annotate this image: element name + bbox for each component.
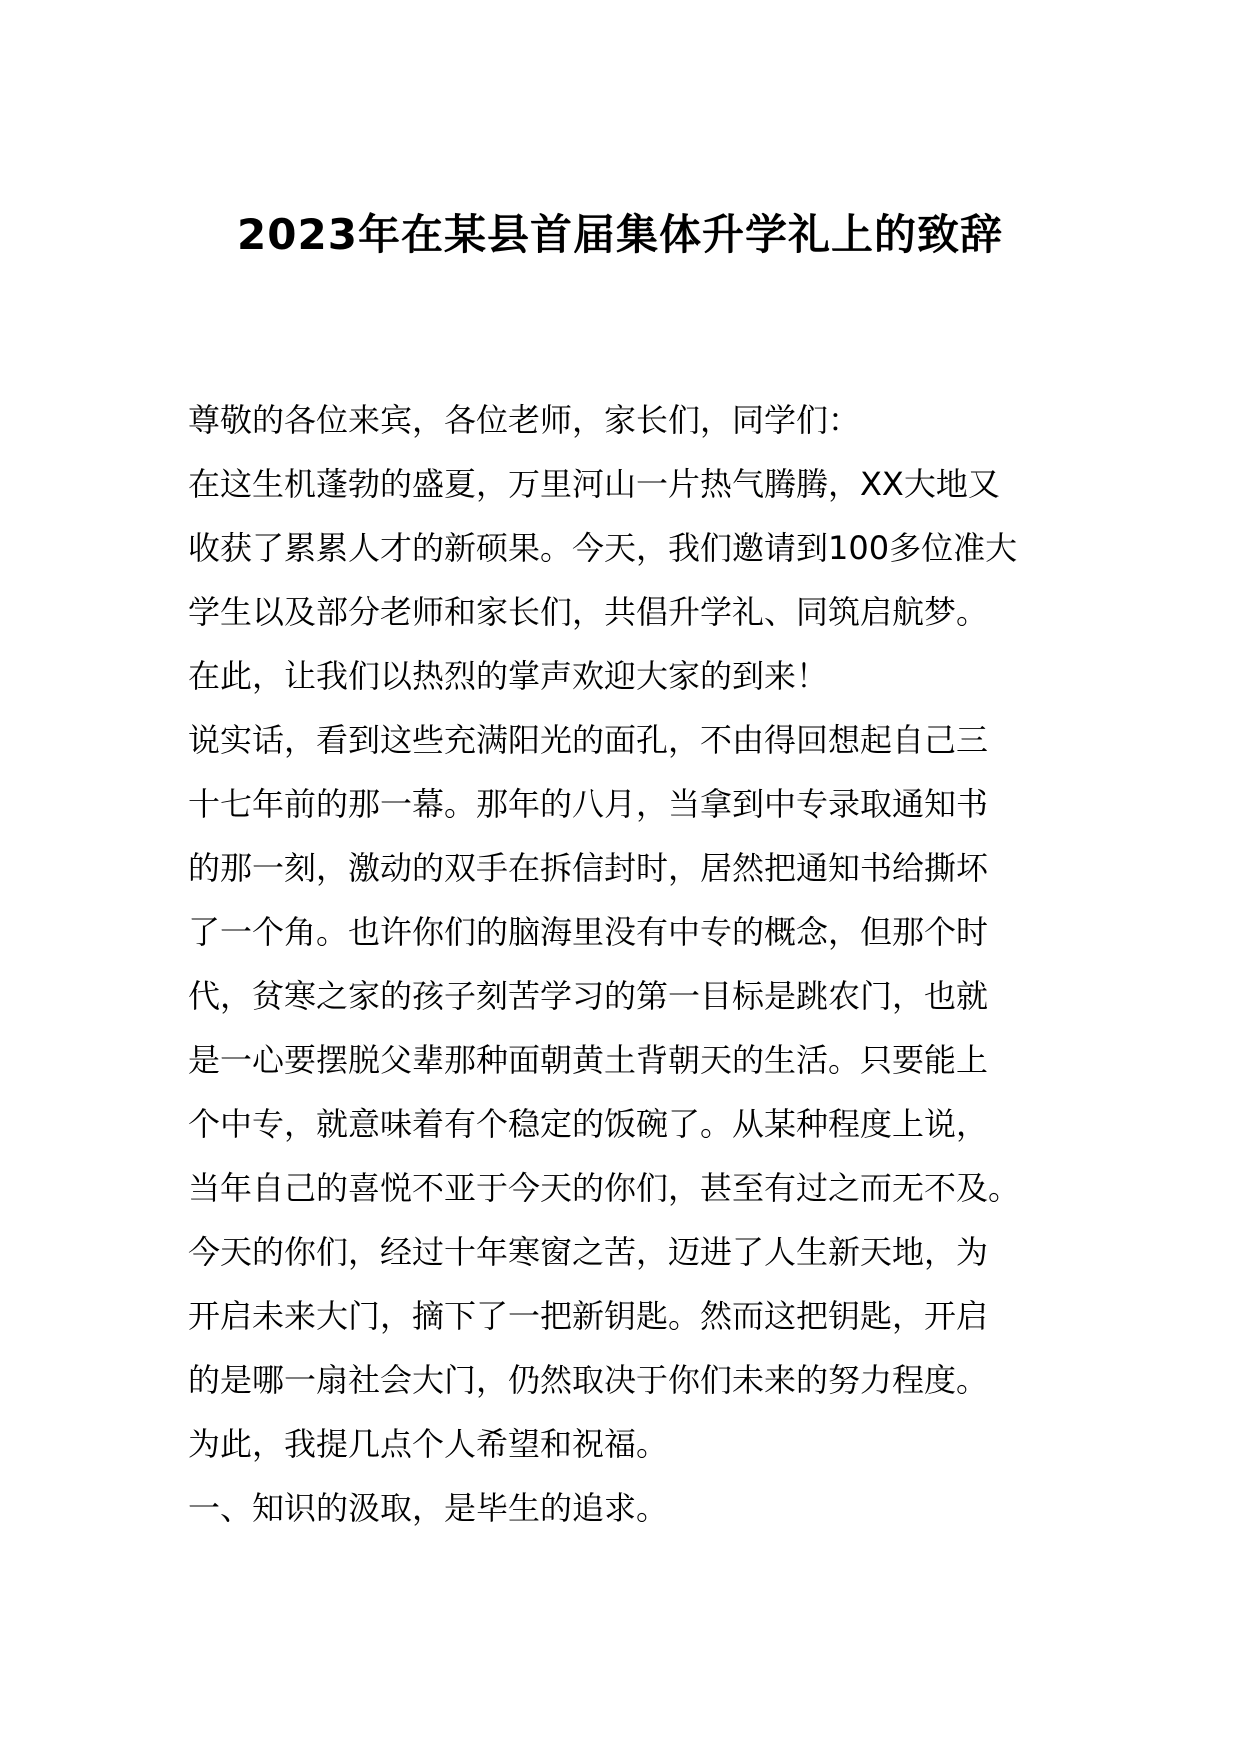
body-line: 的那一刻，激动的双手在拆信封时，居然把通知书给撕坏 <box>188 849 989 887</box>
body-line: 是一心要摆脱父辈那种面朝黄土背朝天的生活。只要能上 <box>188 1041 989 1079</box>
body-line: 说实话，看到这些充满阳光的面孔，不由得回想起自己三 <box>188 721 989 759</box>
body-line: 为此，我提几点个人希望和祝福。 <box>188 1425 669 1463</box>
document-title: 2023年在某县首届集体升学礼上的致辞 <box>237 210 1003 259</box>
body-line: 当年自己的喜悦不亚于今天的你们，甚至有过之而无不及。 <box>188 1169 1021 1207</box>
body-line: 学生以及部分老师和家长们，共倡升学礼、同筑启航梦。 <box>188 593 989 631</box>
body-line: 在此，让我们以热烈的掌声欢迎大家的到来！ <box>188 657 829 695</box>
body-line: 了一个角。也许你们的脑海里没有中专的概念，但那个时 <box>188 913 989 951</box>
body-line-salutation: 尊敬的各位来宾，各位老师，家长们，同学们： <box>188 401 861 439</box>
body-line: 收获了累累人才的新硕果。今天，我们邀请到100多位准大 <box>188 529 1018 567</box>
body-line: 个中专，就意味着有个稳定的饭碗了。从某种程度上说， <box>188 1105 989 1143</box>
body-line: 的是哪一扇社会大门，仍然取决于你们未来的努力程度。 <box>188 1361 989 1399</box>
body-line: 十七年前的那一幕。那年的八月，当拿到中专录取通知书 <box>188 785 989 823</box>
body-line: 在这生机蓬勃的盛夏，万里河山一片热气腾腾，XX大地又 <box>188 465 1000 503</box>
section-heading: 一、知识的汲取，是毕生的追求。 <box>188 1489 669 1527</box>
body-line: 今天的你们，经过十年寒窗之苦，迈进了人生新天地，为 <box>188 1233 989 1271</box>
document-body <box>188 388 1068 1540</box>
body-line: 开启未来大门，摘下了一把新钥匙。然而这把钥匙，开启 <box>188 1297 989 1335</box>
body-line: 代，贫寒之家的孩子刻苦学习的第一目标是跳农门，也就 <box>188 977 989 1015</box>
